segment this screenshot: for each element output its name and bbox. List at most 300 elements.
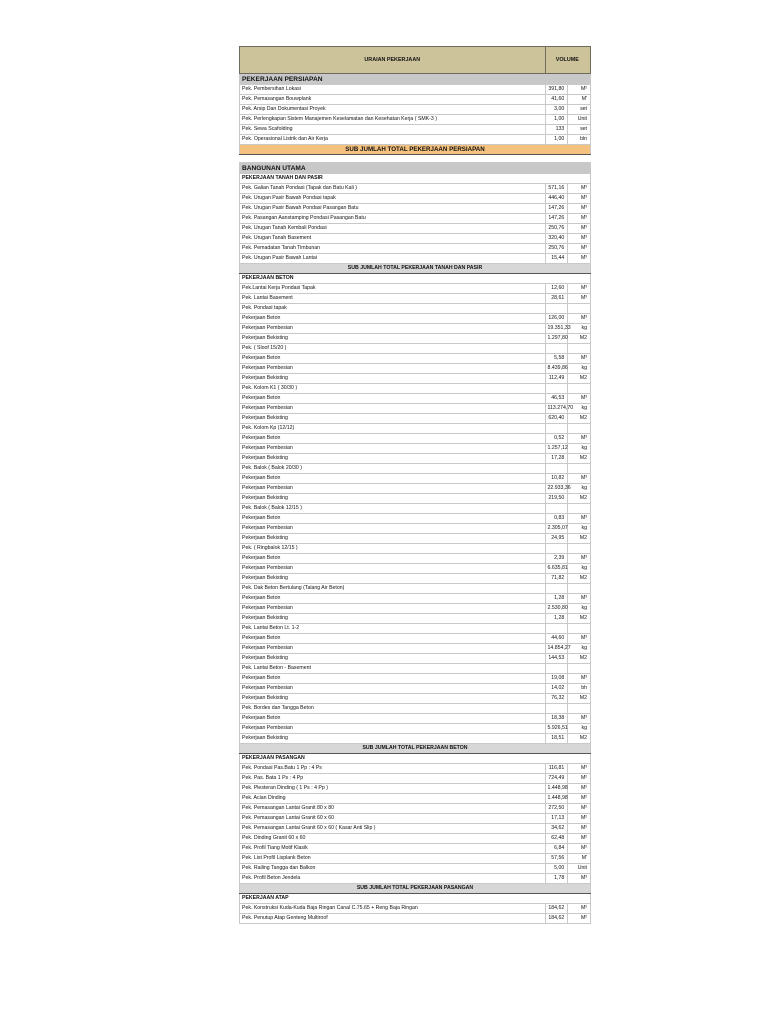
row-unit: M²	[568, 784, 591, 794]
row-quantity: 272,50	[545, 804, 568, 814]
table-row	[240, 654, 591, 664]
row-unit: M³	[568, 394, 591, 404]
table-row	[240, 544, 591, 554]
row-quantity: 76,32	[545, 694, 568, 704]
row-unit: M'	[568, 95, 591, 105]
row-unit: M³	[568, 634, 591, 644]
table-row	[240, 554, 591, 564]
row-description: Pekerjaan Bekisting	[240, 654, 546, 664]
row-quantity: 57,56	[545, 854, 568, 864]
row-quantity: 1.448,98	[545, 794, 568, 804]
table-row	[240, 774, 591, 784]
row-description: Pekerjaan Bekisting	[240, 614, 546, 624]
row-quantity: 6,84	[545, 844, 568, 854]
row-description: Pekerjaan Pembesian	[240, 684, 546, 694]
section-heading-row	[240, 74, 591, 85]
row-quantity: 1,28	[545, 594, 568, 604]
row-unit: kg	[568, 484, 591, 494]
row-unit: M²	[568, 794, 591, 804]
table-row	[240, 135, 591, 145]
row-unit	[568, 664, 591, 674]
subtotal-label: SUB JUMLAH TOTAL PEKERJAAN TANAH DAN PASIR	[240, 264, 591, 274]
row-unit: Unit	[568, 115, 591, 125]
table-row	[240, 674, 591, 684]
table-row	[240, 824, 591, 834]
row-quantity: 15,44	[545, 254, 568, 264]
row-description: Pek. List Profil Lisplank Beton	[240, 854, 546, 864]
row-description: Pek. Plesteran Dinding ( 1 Ps : 4 Pp )	[240, 784, 546, 794]
row-description: Pek. Pemasangan Lantai Granit 80 x 80	[240, 804, 546, 814]
row-description: Pek. Urugan Tanah Basement	[240, 234, 546, 244]
table-row	[240, 734, 591, 744]
row-description: Pek. Lantai Basement	[240, 294, 546, 304]
table-row	[240, 844, 591, 854]
row-description: Pek. Galian Tanah Pondasi (Tapak dan Batu Kali )	[240, 184, 546, 194]
spacer-row	[240, 155, 591, 163]
table-row	[240, 664, 591, 674]
row-description: Pekerjaan Beton	[240, 474, 546, 484]
table-row	[240, 914, 591, 924]
row-quantity: 46,53	[545, 394, 568, 404]
row-unit: M³	[568, 434, 591, 444]
row-unit: M³	[568, 594, 591, 604]
row-description: Pekerjaan Beton	[240, 674, 546, 684]
row-unit: M2	[568, 694, 591, 704]
subsection-title: PEKERJAAN PASANGAN	[240, 754, 591, 764]
table-row	[240, 404, 591, 414]
row-quantity: 250,76	[545, 244, 568, 254]
subtotal-label: SUB JUMLAH TOTAL PEKERJAAN PASANGAN	[240, 884, 591, 894]
row-quantity: 5.926,51	[545, 724, 568, 734]
row-quantity: 116,81	[545, 764, 568, 774]
row-description: Pek. Profil Tiang Motif Klasik	[240, 844, 546, 854]
row-unit: M2	[568, 614, 591, 624]
header-volume: VOLUME	[545, 47, 590, 74]
row-quantity: 24,95	[545, 534, 568, 544]
row-quantity: 1.448,98	[545, 784, 568, 794]
row-unit: kg	[568, 324, 591, 334]
row-unit	[568, 504, 591, 514]
table-row	[240, 204, 591, 214]
row-unit: M2	[568, 734, 591, 744]
row-quantity: 41,60	[545, 95, 568, 105]
table-row	[240, 494, 591, 504]
row-quantity	[545, 344, 568, 354]
row-description: Pek. Pondasi tapak	[240, 304, 546, 314]
row-quantity	[545, 584, 568, 594]
row-quantity	[545, 624, 568, 634]
table-row	[240, 364, 591, 374]
row-unit	[568, 344, 591, 354]
row-quantity: 62,48	[545, 834, 568, 844]
row-description: Pekerjaan Bekisting	[240, 574, 546, 584]
table-row	[240, 574, 591, 584]
row-quantity: 320,40	[545, 234, 568, 244]
volume-table	[239, 46, 591, 924]
table-row	[240, 85, 591, 95]
row-unit: M³	[568, 224, 591, 234]
table-row	[240, 814, 591, 824]
table-row	[240, 594, 591, 604]
row-unit: Unit	[568, 864, 591, 874]
row-description: Pek. Profil Beton Jendela	[240, 874, 546, 884]
row-quantity	[545, 704, 568, 714]
row-description: Pek. Operasional Listrik dan Air Kerja	[240, 135, 546, 145]
row-quantity: 0,52	[545, 434, 568, 444]
row-unit: M2	[568, 454, 591, 464]
row-unit: kg	[568, 564, 591, 574]
row-unit: M³	[568, 204, 591, 214]
table-row	[240, 224, 591, 234]
table-row	[240, 424, 591, 434]
row-description: Pek. Railing Tangga dan Balkon	[240, 864, 546, 874]
row-quantity: 147,26	[545, 204, 568, 214]
work-volume-sheet	[239, 46, 591, 924]
row-unit: kg	[568, 364, 591, 374]
row-quantity: 2.530,80	[545, 604, 568, 614]
row-description: Pekerjaan Bekisting	[240, 454, 546, 464]
subtotal-row	[240, 744, 591, 754]
table-row	[240, 294, 591, 304]
row-quantity: 19.351,33	[545, 324, 568, 334]
row-description: Pek. Kolom Kp (12/12)	[240, 424, 546, 434]
subsection-heading-row	[240, 754, 591, 764]
row-unit: M²	[568, 774, 591, 784]
row-quantity: 113.274,70	[545, 404, 568, 414]
row-unit: M³	[568, 514, 591, 524]
table-row	[240, 764, 591, 774]
row-unit: M³	[568, 474, 591, 484]
section-heading-row	[240, 163, 591, 174]
table-row	[240, 284, 591, 294]
row-unit: M²	[568, 85, 591, 95]
table-row	[240, 414, 591, 424]
row-description: Pek. Balok ( Balok 12/15 )	[240, 504, 546, 514]
table-row	[240, 244, 591, 254]
row-description: Pek.Lantai Kerja Pondasi Tapak	[240, 284, 546, 294]
row-description: Pek. Lantai Beton Lt. 1-2	[240, 624, 546, 634]
table-row	[240, 874, 591, 884]
table-row	[240, 254, 591, 264]
row-description: Pekerjaan Beton	[240, 314, 546, 324]
row-unit: kg	[568, 724, 591, 734]
subtotal-label: SUB JUMLAH TOTAL PEKERJAAN PERSIAPAN	[240, 145, 591, 155]
table-row	[240, 354, 591, 364]
row-description: Pekerjaan Bekisting	[240, 534, 546, 544]
table-row	[240, 794, 591, 804]
row-quantity	[545, 664, 568, 674]
row-quantity: 1,28	[545, 614, 568, 624]
row-quantity: 71,82	[545, 574, 568, 584]
row-quantity: 8.439,86	[545, 364, 568, 374]
table-row	[240, 214, 591, 224]
table-row	[240, 634, 591, 644]
row-description: Pekerjaan Beton	[240, 514, 546, 524]
table-row	[240, 694, 591, 704]
row-description: Pek. Urugan Tanah Kembali Pondasi	[240, 224, 546, 234]
row-unit: M³	[568, 674, 591, 684]
row-quantity: 724,49	[545, 774, 568, 784]
row-unit: M2	[568, 574, 591, 584]
row-unit: kg	[568, 644, 591, 654]
row-description: Pekerjaan Pembesian	[240, 444, 546, 454]
subsection-heading-row	[240, 894, 591, 904]
table-row	[240, 724, 591, 734]
row-description: Pek. Pemasangan Lantai Granit 60 x 60	[240, 814, 546, 824]
row-description: Pekerjaan Beton	[240, 714, 546, 724]
row-unit: M³	[568, 764, 591, 774]
row-description: Pekerjaan Beton	[240, 354, 546, 364]
subsection-heading-row	[240, 174, 591, 184]
row-unit: M2	[568, 534, 591, 544]
row-description: Pek. Sewa Scafolding	[240, 125, 546, 135]
row-quantity: 1.297,80	[545, 334, 568, 344]
spacer-cell	[240, 155, 591, 163]
row-description: Pek. Urugan Pasir Bawah Pondasi Pasangan Batu	[240, 204, 546, 214]
table-row	[240, 125, 591, 135]
row-description: Pek. Pembersihan Lokasi	[240, 85, 546, 95]
row-description: Pek. Pasangan Aanstamping Pondasi Pasangan Batu	[240, 214, 546, 224]
row-description: Pekerjaan Bekisting	[240, 694, 546, 704]
row-unit: M³	[568, 214, 591, 224]
row-unit: kg	[568, 524, 591, 534]
row-description: Pek. Pas. Bata 1 Ps : 4 Pp	[240, 774, 546, 784]
row-quantity: 147,26	[545, 214, 568, 224]
row-unit	[568, 464, 591, 474]
table-header	[240, 47, 591, 74]
row-description: Pek. ( Ringbalok 12/15 )	[240, 544, 546, 554]
row-quantity: 144,53	[545, 654, 568, 664]
table-row	[240, 105, 591, 115]
row-unit	[568, 384, 591, 394]
row-quantity: 17,13	[545, 814, 568, 824]
row-quantity	[545, 384, 568, 394]
header-uraian: URAIAN PEKERJAAN	[240, 47, 546, 74]
subsection-title: PEKERJAAN BETON	[240, 274, 591, 284]
row-unit: M³	[568, 314, 591, 324]
row-unit: M2	[568, 374, 591, 384]
row-quantity: 133	[545, 125, 568, 135]
table-row	[240, 714, 591, 724]
row-description: Pek. Urugan Pasir Bawah Pondasi tapak	[240, 194, 546, 204]
row-quantity: 0,83	[545, 514, 568, 524]
row-unit: M²	[568, 814, 591, 824]
table-row	[240, 514, 591, 524]
row-description: Pekerjaan Pembesian	[240, 564, 546, 574]
table-row	[240, 384, 591, 394]
row-description: Pekerjaan Beton	[240, 634, 546, 644]
table-row	[240, 854, 591, 864]
row-description: Pek. Lantai Beton - Basement	[240, 664, 546, 674]
row-description: Pek. Bordes dan Tangga Beton	[240, 704, 546, 714]
table-row	[240, 95, 591, 105]
table-row	[240, 184, 591, 194]
row-quantity: 22.933,36	[545, 484, 568, 494]
row-quantity	[545, 544, 568, 554]
row-unit: M2	[568, 334, 591, 344]
row-description: Pek. Pemadatan Tanah Timbunan	[240, 244, 546, 254]
table-row	[240, 784, 591, 794]
row-quantity: 14,02	[545, 684, 568, 694]
subsection-title: PEKERJAAN TANAH DAN PASIR	[240, 174, 591, 184]
row-unit: M³	[568, 554, 591, 564]
table-row	[240, 454, 591, 464]
row-quantity: 2,39	[545, 554, 568, 564]
row-description: Pekerjaan Bekisting	[240, 494, 546, 504]
row-unit	[568, 624, 591, 634]
row-unit: M³	[568, 714, 591, 724]
row-description: Pekerjaan Beton	[240, 554, 546, 564]
row-description: Pekerjaan Bekisting	[240, 734, 546, 744]
row-quantity: 1,78	[545, 874, 568, 884]
row-unit: bln	[568, 135, 591, 145]
row-quantity: 1.257,12	[545, 444, 568, 454]
row-quantity: 14.854,27	[545, 644, 568, 654]
row-quantity: 250,76	[545, 224, 568, 234]
row-description: Pek. Penutup Atap Genteng Multiroof	[240, 914, 546, 924]
row-quantity: 5,00	[545, 864, 568, 874]
row-description: Pekerjaan Pembesian	[240, 404, 546, 414]
row-quantity: 18,38	[545, 714, 568, 724]
row-description: Pekerjaan Pembesian	[240, 644, 546, 654]
row-unit	[568, 424, 591, 434]
table-row	[240, 904, 591, 914]
table-row	[240, 614, 591, 624]
row-unit: kg	[568, 404, 591, 414]
row-quantity	[545, 504, 568, 514]
row-quantity	[545, 424, 568, 434]
table-row	[240, 504, 591, 514]
row-unit: kg	[568, 604, 591, 614]
row-unit: M²	[568, 804, 591, 814]
row-quantity: 112,49	[545, 374, 568, 384]
table-row	[240, 324, 591, 334]
row-description: Pek. Dinding Granit 60 x 60	[240, 834, 546, 844]
table-row	[240, 304, 591, 314]
table-row	[240, 344, 591, 354]
row-unit: kg	[568, 444, 591, 454]
subtotal-row	[240, 145, 591, 155]
table-row	[240, 534, 591, 544]
row-description: Pekerjaan Pembesian	[240, 724, 546, 734]
row-description: Pek. Konstruksi Kuda-Kuda Baja Ringan Canal C.75.65 + Reng Baja Ringan	[240, 904, 546, 914]
row-quantity: 17,28	[545, 454, 568, 464]
row-quantity	[545, 464, 568, 474]
table-row	[240, 334, 591, 344]
section-title: PEKERJAAN PERSIAPAN	[240, 74, 591, 85]
row-quantity: 391,80	[545, 85, 568, 95]
row-description: Pekerjaan Bekisting	[240, 374, 546, 384]
row-description: Pek. Urugan Pasir Bawah Lantai	[240, 254, 546, 264]
row-unit: M³	[568, 234, 591, 244]
row-unit: M³	[568, 354, 591, 364]
row-unit: M²	[568, 834, 591, 844]
table-row	[240, 704, 591, 714]
row-quantity: 3,00	[545, 105, 568, 115]
row-description: Pekerjaan Beton	[240, 434, 546, 444]
subtotal-label: SUB JUMLAH TOTAL PEKERJAAN BETON	[240, 744, 591, 754]
table-row	[240, 604, 591, 614]
table-row	[240, 484, 591, 494]
row-unit: M²	[568, 844, 591, 854]
row-quantity: 2.305,07	[545, 524, 568, 534]
row-quantity: 6.635,81	[545, 564, 568, 574]
table-row	[240, 434, 591, 444]
row-quantity: 446,40	[545, 194, 568, 204]
row-unit	[568, 544, 591, 554]
row-quantity: 19,08	[545, 674, 568, 684]
row-description: Pek. Dak Beton Bertulang (Talang Air Beton)	[240, 584, 546, 594]
row-unit: M³	[568, 874, 591, 884]
row-quantity: 44,60	[545, 634, 568, 644]
table-row	[240, 684, 591, 694]
row-unit: M²	[568, 824, 591, 834]
row-description: Pekerjaan Pembesian	[240, 364, 546, 374]
table-row	[240, 394, 591, 404]
row-quantity	[545, 304, 568, 314]
table-row	[240, 194, 591, 204]
row-description: Pek. Acian Dinding	[240, 794, 546, 804]
subsection-heading-row	[240, 274, 591, 284]
row-description: Pek. Pemasangan Lantai Granit 60 x 60 ( Kasar Anti Slip )	[240, 824, 546, 834]
table-row	[240, 314, 591, 324]
row-quantity: 5,58	[545, 354, 568, 364]
section-title: BANGUNAN UTAMA	[240, 163, 591, 174]
table-row	[240, 804, 591, 814]
table-row	[240, 644, 591, 654]
table-row	[240, 374, 591, 384]
row-description: Pekerjaan Pembesian	[240, 324, 546, 334]
row-unit: set	[568, 105, 591, 115]
row-quantity: 18,51	[545, 734, 568, 744]
row-description: Pek. Arsip Dan Dokumentasi Proyek	[240, 105, 546, 115]
table-row	[240, 834, 591, 844]
table-row	[240, 234, 591, 244]
row-unit: bh	[568, 684, 591, 694]
table-row	[240, 474, 591, 484]
row-quantity: 126,00	[545, 314, 568, 324]
row-description: Pek. Kolom K1 ( 30/30 )	[240, 384, 546, 394]
row-unit: M²	[568, 914, 591, 924]
row-description: Pek. Balok ( Balok 20/30 )	[240, 464, 546, 474]
row-description: Pek. Pondasi Pas.Batu 1 Pp : 4 Ps	[240, 764, 546, 774]
row-unit: M³	[568, 284, 591, 294]
row-unit: set	[568, 125, 591, 135]
table-row	[240, 444, 591, 454]
row-unit: M³	[568, 184, 591, 194]
table-row	[240, 464, 591, 474]
subsection-title: PEKERJAAN ATAP	[240, 894, 591, 904]
row-description: Pekerjaan Pembesian	[240, 524, 546, 534]
row-description: Pekerjaan Bekisting	[240, 334, 546, 344]
row-quantity: 34,62	[545, 824, 568, 834]
row-unit: M²	[568, 904, 591, 914]
row-description: Pek. ( Sloof 15/20 )	[240, 344, 546, 354]
row-unit	[568, 704, 591, 714]
row-unit: M³	[568, 254, 591, 264]
row-unit: M'	[568, 854, 591, 864]
row-quantity: 1,00	[545, 115, 568, 125]
row-unit: M³	[568, 194, 591, 204]
row-quantity: 184,62	[545, 914, 568, 924]
row-quantity: 620,40	[545, 414, 568, 424]
table-row	[240, 524, 591, 534]
row-description: Pekerjaan Bekisting	[240, 414, 546, 424]
table-row	[240, 584, 591, 594]
row-quantity: 184,62	[545, 904, 568, 914]
table-row	[240, 115, 591, 125]
row-description: Pekerjaan Pembesian	[240, 484, 546, 494]
